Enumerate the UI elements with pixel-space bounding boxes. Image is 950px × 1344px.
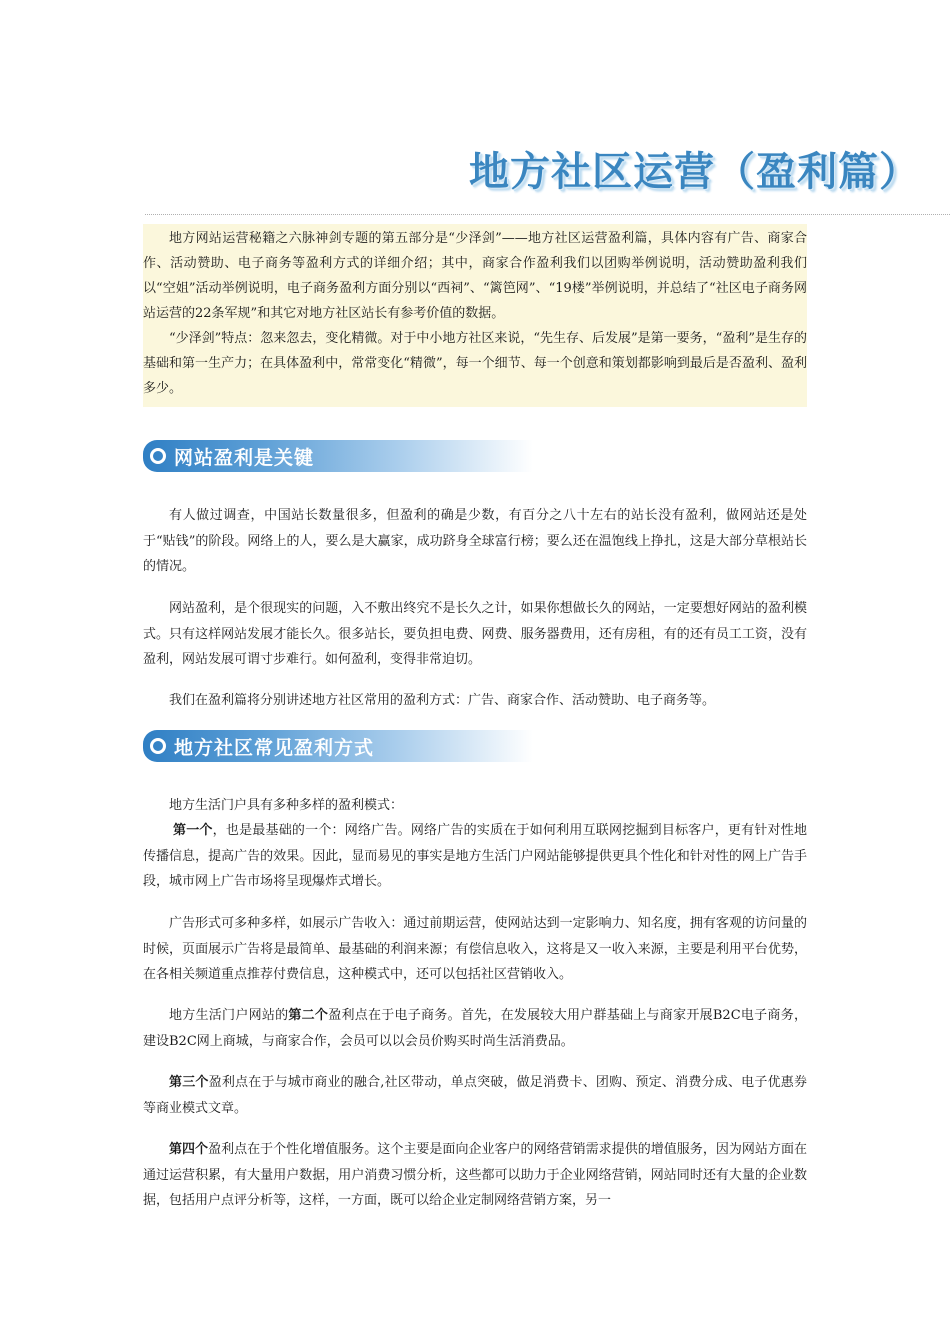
paragraph-text: ，也是最基础的一个：网络广告。网络广告的实质在于如何利用互联网挖掘到目标客户，更有针对性地传播信息，提高广告的效果。因此，显而易见的事实是地方生活门户网站能够提供更具个性化和针对性的网上广告手段，城市网上广告市场将呈现爆炸式增长。 bbox=[143, 823, 807, 889]
body-paragraph: 我们在盈利篇将分别讲述地方社区常用的盈利方式：广告、商家合作、活动赞助、电子商务等。 bbox=[169, 693, 716, 708]
intro-paragraph-1: 地方网站运营秘籍之六脉神剑专题的第五部分是“少泽剑”——地方社区运营盈利篇，具体内容有广告、商家合作、活动赞助、电子商务等盈利方式的详细介绍；其中，商家合作盈利我们以团购举例说明，活动赞助盈利我们以“空姐”活动举例说明，电子商务盈利方面分别以“西祠”、“篱笆网”、“19楼”举例说明，并总结了“社区电子商务网站运营的22条军规”和其它对地方社区站长有参考价值的数据。 bbox=[143, 231, 807, 321]
body-paragraph bbox=[143, 1137, 807, 1214]
page-title: 地方社区运营（盈利篇） bbox=[469, 149, 920, 195]
intro-paragraph-2: “少泽剑”特点：忽来忽去，变化精微。对于中小地方社区来说，“先生存、后发展”是第一要务，“盈利”是生存的基础和第一生产力；在具体盈利中，常常变化“精微”，每一个细节、每一个创意和策划都影响到最后是否盈利、盈利多少。 bbox=[143, 331, 807, 396]
body-paragraph: 有人做过调查，中国站长数量很多，但盈利的确是少数，有百分之八十左右的站长没有盈利，做网站还是处于“贴钱”的阶段。网络上的人，要么是大赢家，成功跻身全球富行榜；要么还在温饱线上挣扎，这是大部分草根站长的情况。 bbox=[143, 508, 807, 574]
bold-lead: 第四个 bbox=[169, 1142, 209, 1157]
body-paragraph: 广告形式可多种多样，如展示广告收入：通过前期运营，使网站达到一定影响力、知名度，拥有客观的访问量的时候，页面展示广告将是最简单、最基础的利润来源；有偿信息收入，这将是又一收入来源，主要是利用平台优势，在各相关频道重点推荐付费信息，这种模式中，还可以包括社区营销收入。 bbox=[143, 916, 807, 982]
title-divider bbox=[145, 214, 950, 215]
paragraph-text: 盈利点在于电子商务。首先，在发展较大用户群基础上与商家开展B2C电子商务，建设B2C网上商城，与商家合作，会员可以以会员价购买时尚生活消费品。 bbox=[143, 1008, 807, 1049]
section-header-profit-key bbox=[143, 440, 533, 472]
body-paragraph: 网站盈利，是个很现实的问题，入不敷出终究不是长久之计，如果你想做长久的网站，一定要想好网站的盈利模式。只有这样网站发展才能长久。很多站长，要负担电费、网费、服务器费用，还有房租，有的还有员工工资，没有盈利，网站发展可谓寸步难行。如何盈利，变得非常迫切。 bbox=[143, 601, 807, 667]
paragraph-text: 盈利点在于个性化增值服务。这个主要是面向企业客户的网络营销需求提供的增值服务，因为网站方面在通过运营积累，有大量用户数据，用户消费习惯分析，这些都可以助力于企业网络营销，网站同时还有大量的企业数据，包括用户点评分析等，这样，一方面，既可以给企业定制网络营销方案，另一 bbox=[143, 1142, 807, 1208]
bold-lead: 第三个 bbox=[169, 1075, 209, 1090]
paragraph-text: 盈利点在于与城市商业的融合,社区带动，单点突破，做足消费卡、团购、预定、消费分成、电子优惠券等商业模式文章。 bbox=[143, 1075, 807, 1116]
body-paragraph: 地方生活门户具有多种多样的盈利模式： bbox=[169, 798, 404, 813]
bold-lead: 第二个 bbox=[288, 1008, 329, 1023]
body-paragraph bbox=[143, 818, 807, 895]
circle-bullet-icon bbox=[150, 738, 166, 754]
intro-box bbox=[143, 224, 807, 407]
paragraph-text: 地方生活门户网站的 bbox=[169, 1008, 289, 1023]
section-heading: 地方社区常见盈利方式 bbox=[174, 736, 375, 759]
bold-lead: 第一个 bbox=[173, 823, 213, 838]
body-paragraph bbox=[143, 1070, 807, 1121]
section-heading: 网站盈利是关键 bbox=[174, 446, 315, 469]
circle-bullet-icon bbox=[150, 448, 166, 464]
section-header-profit-methods bbox=[143, 730, 533, 762]
body-paragraph bbox=[143, 1003, 807, 1054]
